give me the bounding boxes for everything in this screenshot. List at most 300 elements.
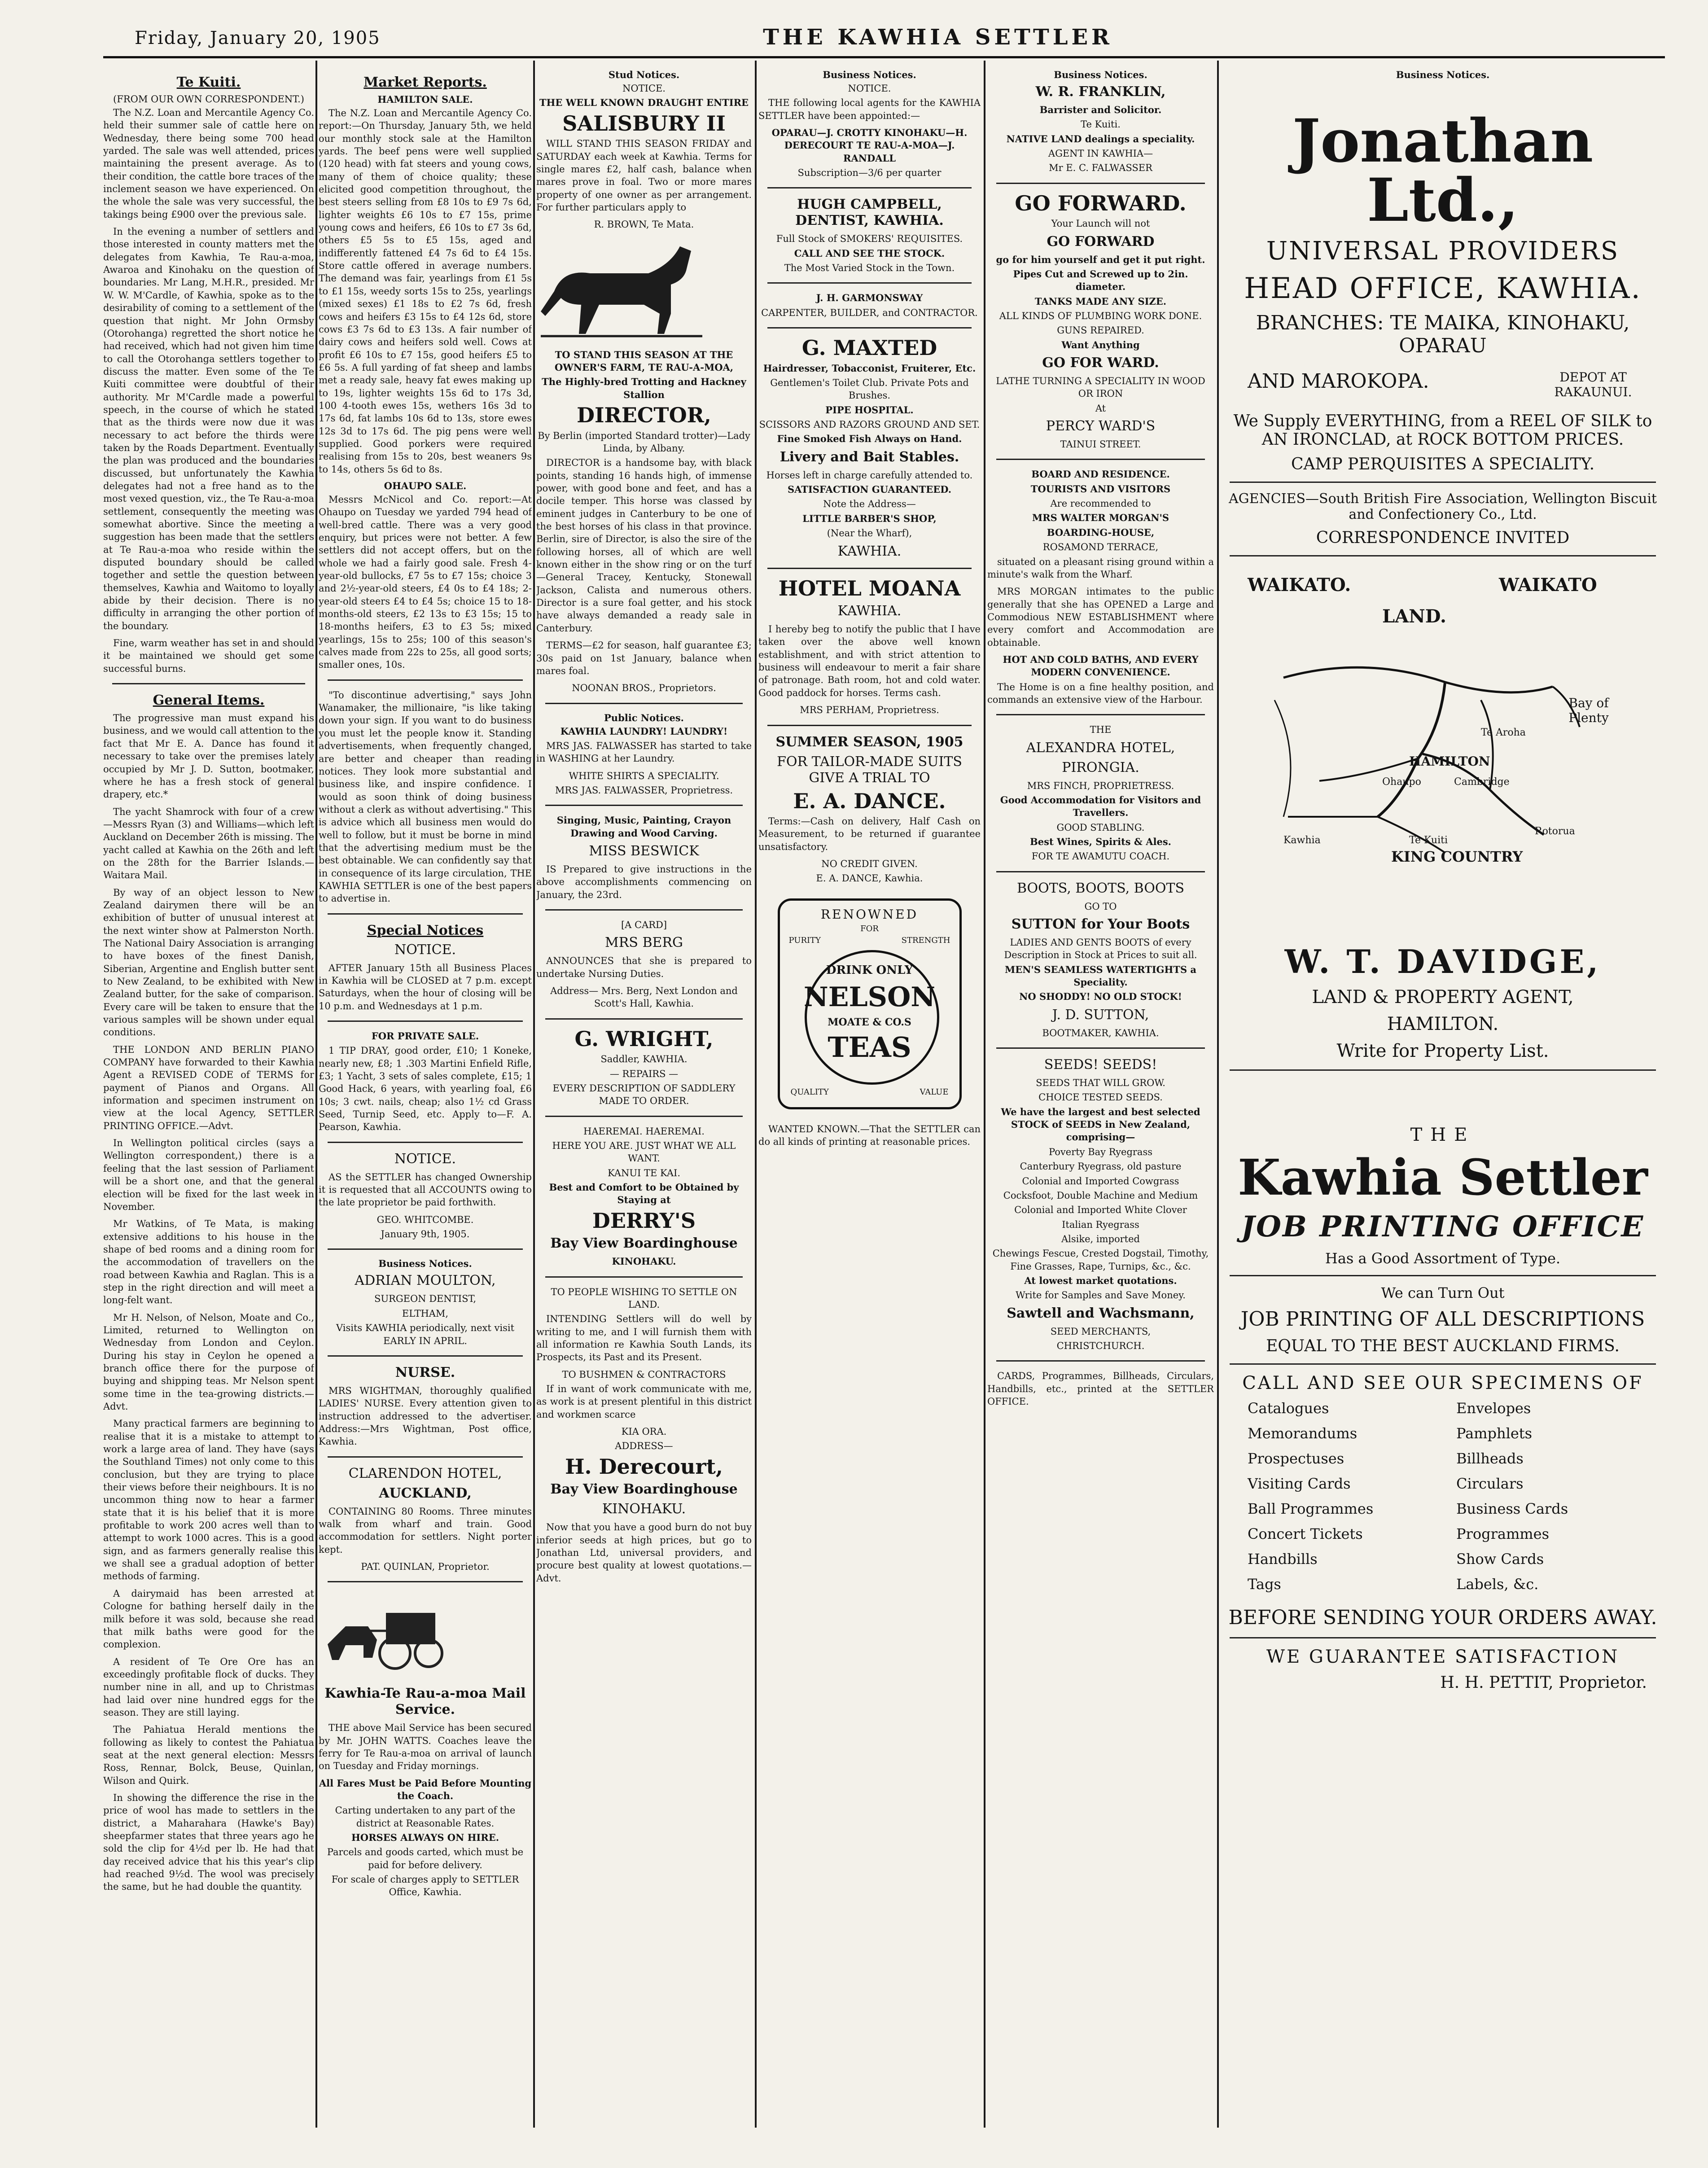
ad-text: Fine Smoked Fish Always on Hand. (777, 433, 962, 445)
section-heading: Public Notices. (604, 712, 684, 723)
section-heading: Business Notices. (1054, 69, 1147, 80)
ad-brand: NELSON (803, 981, 936, 1013)
ad-label: THE (1410, 1125, 1476, 1145)
column-divider (1217, 61, 1219, 2128)
ad-text: If in want of work communicate with me, as work is at present plentiful in this district and workmen scarce (536, 1384, 752, 1420)
ad-name: J. H. GARMONSWAY (816, 292, 923, 304)
ad-subtitle: LITTLE BARBER'S SHOP, (802, 512, 937, 524)
article-paragraph: The yacht Shamrock with four of a crew—Messrs Ryan (3) and Williams—which left Auckland on December 26th is missing. The yacht called at Kawhia on the 26th and left on the 28th for the Barrier Islands.—Waitara Mail. (103, 806, 314, 881)
ad-title: KAWHIA LAUNDRY! LAUNDRY! (560, 725, 728, 737)
ad-text: Write for Property List. (1336, 1041, 1549, 1061)
ad-text: Visits KAWHIA periodically, next visit EARLY IN APRIL. (336, 1323, 515, 1346)
divider (767, 327, 972, 328)
ad-text: SEEDS THAT WILL GROW. (1036, 1077, 1165, 1089)
ad-title: W. T. DAVIDGE, (1284, 942, 1601, 981)
notice-text: 1 TIP DRAY, good order, £10; 1 Koneke, nearly new, £8; 1 .303 Martini Enfield Rifle, £3; 1 Yacht, 3 sets of sales complete, £15; 1 Good Hack, 6 years, with yearling foal, £6 10s; 3 cwt. nails, cheap; also 1½ cd Grass Seed, Turnip Seed, etc. Apply to—F. A. Pearson, Kawhia. (319, 1045, 532, 1133)
ad-text: Best and Comfort to be Obtained by Staying at (549, 1182, 739, 1206)
ad-name: J. D. SUTTON, (1052, 1007, 1149, 1023)
ad-text: Has a Good Assortment of Type. (1325, 1249, 1561, 1267)
ad-role: CARPENTER, BUILDER, and CONTRACTOR. (761, 307, 978, 318)
divider (545, 1018, 743, 1020)
map-label: HAMILTON (1409, 754, 1490, 769)
ad-label: RENOWNED (820, 907, 919, 922)
article-paragraph: In showing the difference the rise in the price of wool has made to settlers in the district, a Maharahara (Hawke's Bay) sheepfarmer states that three years ago he sold the clip for 4½d per lb. He had that day received advice that his this year's clip had reached 9½d. The wool was precisely the same, but he had double the quantity. (103, 1792, 314, 1892)
ad-text: Best Wines, Spirits & Ales. (1030, 836, 1171, 847)
ad-text: Good Accommodation for Visitors and Travellers. (1000, 794, 1201, 819)
article-paragraph: Mr Watkins, of Te Mata, is making extensive additions to his house in the shape of bed rooms and a dining room for the accommodation of travellers on the road between Kawhia and Raglan. This is a step in the right direction and will meet a long-felt want. (103, 1218, 314, 1306)
divider (328, 1355, 523, 1357)
ad-text: MRS MORGAN intimates to the public generally that she has OPENED a Large and Commodious NEW ESTABLISHMENT where every comfort and Accommodation are obtainable. (987, 586, 1214, 648)
ad-subtitle: THE WELL KNOWN DRAUGHT ENTIRE (539, 97, 749, 109)
section-heading: Market Reports. (363, 74, 487, 90)
notice-title: NOTICE. (622, 83, 666, 94)
article-paragraph: By way of an object lesson to New Zealand dairymen there will be an exhibition of butter of unusual interest at the next winter show at Palmerston North. The National Dairy Association is arranging to have boxes of the finest Danish, Siberian, Argentine and English butter sent to New Zealand, to be exhibited with New Zealand butter, for the sake of comparison. Every care will be taken to ensure that the various samples will be shown under equal conditions. (103, 887, 314, 1038)
ad-subtitle: The Highly-bred Trotting and Hackney Stallion (542, 376, 746, 400)
divider (767, 187, 972, 188)
ad-title: G. WRIGHT, (574, 1026, 714, 1051)
ad-name: PERCY WARD'S (1046, 418, 1156, 434)
ad-text: EQUAL TO THE BEST AUCKLAND FIRMS. (1266, 1336, 1620, 1355)
ad-text: Parcels and goods carted, which must be paid for before delivery. (327, 1847, 524, 1870)
ad-label: QUALITY (790, 1087, 829, 1097)
ad-text: GUNS REPAIRED. (1057, 325, 1144, 336)
ad-subtitle: GO FORWARD (1047, 233, 1155, 250)
ad-subtitle: GO FOR WARD. (1042, 355, 1159, 371)
divider (1230, 1363, 1656, 1365)
notice-title: NOTICE. (394, 1151, 456, 1167)
divider (328, 1020, 523, 1022)
ad-text: ANNOUNCES that she is prepared to undertake Nursing Duties. (536, 955, 752, 979)
ad-text: For scale of charges apply to SETTLER Office, Kawhia. (331, 1874, 519, 1898)
divider (996, 871, 1205, 872)
ad-subtitle: Bay View Boardinghouse (550, 1235, 738, 1252)
map-label: Kawhia (1283, 835, 1321, 846)
ad-title: CLARENDON HOTEL, (348, 1465, 502, 1481)
signature: KIA ORA. (621, 1426, 667, 1437)
divider (767, 568, 972, 569)
ad-subtitle: TO BUSHMEN & CONTRACTORS (562, 1369, 726, 1380)
signature: MRS PERHAM, Proprietress. (800, 705, 939, 716)
ad-subtitle: UNIVERSAL PROVIDERS (1266, 237, 1620, 266)
divider (545, 1276, 743, 1278)
ad-text: (Near the Wharf), (827, 528, 912, 539)
ad-title: BOOTS, BOOTS, BOOTS (1016, 880, 1185, 896)
divider (328, 1456, 523, 1458)
ad-subtitle: TOURISTS AND VISITORS (1030, 483, 1171, 495)
ad-text: ALL KINDS OF PLUMBING WORK DONE. (999, 311, 1202, 322)
divider (545, 805, 743, 806)
list-item: Concert Tickets (1248, 1525, 1363, 1542)
ad-place: ROSAMOND TERRACE, (1042, 542, 1159, 553)
ad-address: Address— Mrs. Berg, Next London and Scott's Hall, Kawhia. (550, 985, 738, 1009)
ad-title: HUGH CAMPBELL, DENTIST, KAWHIA. (795, 197, 944, 229)
ad-text: The Home is on a fine healthy position, and commands an extensive view of the Harbour. (987, 681, 1214, 705)
ad-title: SUMMER SEASON, 1905 (775, 734, 963, 750)
list-item: Billheads (1456, 1450, 1524, 1467)
article-paragraph: Fine, warm weather has set in and should it be maintained we should get some successful burns. (103, 638, 314, 674)
article-paragraph: A resident of Te Ore Ore has an exceedingly profitable flock of ducks. They number nine in all, and up to Christmas had laid over nine hundred eggs for the season. They are still laying. (103, 1656, 314, 1718)
byline: (FROM OUR OWN CORRESPONDENT.) (113, 94, 304, 105)
ad-label: THE (1090, 724, 1112, 736)
ad-text: All Fares Must be Paid Before Mounting the Coach. (319, 1777, 532, 1801)
ad-label: FOR (860, 924, 879, 933)
ad-text: CARDS, Programmes, Billheads, Circulars, Handbills, etc., printed at the SETTLER OFFICE. (987, 1371, 1214, 1407)
list-item: Business Cards (1456, 1500, 1568, 1517)
ad-text: BRANCHES: TE MAIKA, KINOHAKU, OPARAU (1256, 311, 1630, 357)
map-label: WAIKATO (1499, 574, 1597, 596)
ad-title: GO FORWARD. (1015, 191, 1187, 215)
ad-text: Horses left in charge carefully attended to. (766, 469, 973, 481)
divider (996, 1047, 1205, 1049)
agent-list: OPARAU—J. CROTTY KINOHAKU—H. DERECOURT TE RAU-A-MOA—J. RANDALL (771, 127, 968, 164)
ad-text: EVERY DESCRIPTION OF SADDLERY MADE TO ORDER. (552, 1082, 736, 1107)
ad-text: CALL AND SEE THE STOCK. (794, 247, 945, 259)
ad-place: KAWHIA. (837, 603, 902, 619)
ad-label: MOATE & CO.S (828, 1016, 911, 1028)
ad-subtitle: JOB PRINTING OFFICE (1241, 1209, 1645, 1244)
article-paragraph: The N.Z. Loan and Mercantile Agency Co. held their summer sale of cattle here on Wednesday, there being some 700 head yarded. The sale was well attended, prices maintaining the present average. As to their condition, the cattle bore traces of the inclement season we have experienced. On the whole the sale was very successful, the takings being £900 over the previous sale. (103, 107, 314, 220)
signature: E. A. DANCE, Kawhia. (816, 873, 923, 884)
ad-place: KAWHIA. (837, 543, 902, 559)
notice-text: THE following local agents for the KAWHIA SETTLER have been appointed:— (758, 97, 981, 121)
ad-text: Write for Samples and Save Money. (1016, 1290, 1186, 1301)
divider (1230, 1069, 1656, 1071)
map-label: LAND. (1382, 606, 1446, 627)
ad-brand: TEAS (828, 1030, 911, 1064)
ad-text: We can Turn Out (1381, 1284, 1505, 1301)
ad-subtitle: TO STAND THIS SEASON AT THE OWNER'S FARM, TE RAU-A-MOA, (554, 349, 734, 373)
ad-role: LAND & PROPERTY AGENT, (1312, 987, 1574, 1007)
ad-text: KANUI TE KAI. (607, 1167, 681, 1178)
ad-text: Terms:—Cash on delivery, Half Cash on Measurement, to be returned if guarantee unsatisfactory. (758, 816, 981, 852)
ad-place: HAMILTON. (1387, 1014, 1499, 1034)
ad-name: MRS WALTER MORGAN'S (1032, 512, 1169, 524)
ad-text: BEFORE SENDING YOUR ORDERS AWAY. (1228, 1606, 1657, 1629)
ad-title: HOTEL MOANA (778, 576, 961, 600)
article-paragraph: The Pahiatua Herald mentions the following as likely to contest the Pahiatua seat at the next general election: Messrs Ross, Rennar, Bolck, Beuse, Quinlan, Wilson and Quirk. (103, 1724, 314, 1786)
signature: R. BROWN, Te Mata. (594, 219, 694, 230)
ad-subtitle: Livery and Bait Stables. (780, 449, 959, 465)
masthead (0, 0, 1708, 58)
column-business-3 (1221, 67, 1665, 2128)
column-stud (536, 67, 752, 2128)
signature: GEO. WHITCOMBE. (377, 1214, 474, 1225)
ad-subtitle: Bay View Boardinghouse (550, 1481, 738, 1498)
article-paragraph: THE LONDON AND BERLIN PIANO COMPANY have forwarded to their Kawhia Agent a REVISED CODE of TERMS for payment of Pianos and Organs. All information and specimen instrument on view at the local Agency, SETTLER PRINTING OFFICE.—Advt. (103, 1044, 314, 1131)
list-item: Labels, &c. (1456, 1575, 1539, 1593)
ad-text: DIRECTOR is a handsome bay, with black points, standing 16 hands high, of immense power, with good bone and feet, and has a docile temper. This horse was classed by eminent judges in Canterbury to be one of the best horses of his class in that province. Berlin, sire of Director, is also the sire of the following horses, all of which are well known either in the show ring or on the turf—General Tracey, Kentucky, Stonewall Jackson, Calista and numerous others. Director is a sure foal getter, and his stock have always demanded a ready sale in Canterbury. (536, 457, 752, 634)
divider (996, 459, 1205, 460)
notice-text: AFTER January 15th all Business Places in Kawhia will be CLOSED at 7 p.m. except Saturdays, when the hour of closing will be 10 p.m. and Wednesdays at 1 p.m. (319, 962, 532, 1012)
ad-label: DRINK ONLY (826, 963, 913, 977)
nelson-teas-ad (778, 898, 962, 1109)
list-item: Prospectuses (1248, 1450, 1345, 1467)
ad-text: WILL STAND THIS SEASON FRIDAY and SATURDAY each week at Kawhia. Terms for single mares £2, half cash, balance when mares prove in foal. Two or more mares property of one owner as per arrangement. For further particulars apply to (536, 138, 752, 213)
ad-text: INTENDING Settlers will do well by writing to me, and I will furnish them with all information re Kawhia South Lands, its Prospects, its Past and its Present. (536, 1314, 752, 1363)
ad-name: ADRIAN MOULTON, (355, 1273, 496, 1289)
divider (996, 714, 1205, 715)
section-heading: General Items. (153, 692, 265, 709)
section-heading: Special Notices (367, 922, 484, 938)
list-item: Show Cards (1456, 1550, 1544, 1568)
article-paragraph: In the evening a number of settlers and those interested in county matters met the delegates from Kawhia, Te Rau-a-moa, Awaroa and Kinohaku on the question of boundaries. Mr Lang, M.H.R., presided. Mr W. W. M'Cardle, of Kawhia, spoke as to the desirability of coming to a settlement of the question that night. Mr John Ormsby (Otorohanga) regretted the short notice he had received, which had not given him time to call the Otorohanga settlers together to discuss the matter. Even some of the Te Kuiti committee were doubtful of their authority. Mr M'Cardle made a powerful speech, in the course of which he stated that as the thirds were now due it was necessary to act before the thirds were taken by the Roads Department. Eventually the plan was produced and the boundaries discussed, but unfortunately the Kawhia delegates had not a free hand as to the most vexed question, viz., the Te Rau-a-moa settlement, consequently the meeting was somewhat abortive. Since the meeting a suggestion has been made that the settlers at Te Rau-a-moa who reside within the disputed boundary should be called together and settle the question between themselves, Kawhia and Waitomo to loyally abide by their decision. There is no difficulty in arranging the other portion of the boundary. (103, 226, 314, 631)
column-divider (315, 61, 317, 2128)
ad-text: Carting undertaken to any part of the district at Reasonable Rates. (335, 1805, 516, 1829)
signature: H. H. PETTIT, Proprietor. (1440, 1673, 1647, 1692)
ad-text: CORRESPONDENCE INVITED (1316, 529, 1570, 547)
ad-place: KINOHAKU. (612, 1256, 676, 1267)
ad-text: AND MAROKOPA. (1248, 370, 1429, 393)
divider (545, 703, 743, 704)
ad-text: WHITE SHIRTS A SPECIALITY. (569, 770, 719, 781)
horse-name: SALISBURY II (562, 111, 726, 136)
article-paragraph: The progressive man must expand his business, and we would call attention to the fact that Mr E. A. Dance has found it necessary to take over the premises lately occupied by Mr J. D. Sutton, bootmaker, where he has a fresh stock of general drapery, etc.* (103, 713, 314, 800)
date: January 9th, 1905. (381, 1229, 470, 1240)
divider (328, 679, 523, 681)
ad-title: Kawhia-Te Rau-a-moa Mail Service. (324, 1686, 526, 1718)
map-label: Rotorua (1535, 826, 1575, 837)
article-paragraph: "To discontinue advertising," says John Wanamaker, the millionaire, "is like taking down your sign. If you want to do business you must let the people know it. Standing advertisements, when frequently changed, are better and cheaper than reading notices. They look more substantial and business like, and inspire confidence. I would as soon think of doing business without a clerk as without advertising." This is advice which all business men would do well to follow, but it must be borne in mind that the advertising medium must be the best obtainable. We can confidently say that in consequence of its large circulation, THE KAWHIA SETTLER is one of the best papers to advertise in. (319, 689, 532, 904)
ad-title: E. A. DANCE. (793, 788, 946, 813)
ad-text: TERMS—£2 for season, half guarantee £3; 30s paid on 1st January, balance when mares foal. (536, 640, 752, 676)
ad-text: AGENT IN KAWHIA— (1048, 148, 1153, 159)
ad-role: SEED MERCHANTS, (1050, 1326, 1151, 1337)
column-divider (755, 61, 757, 2128)
map-label: Te Aroha (1481, 727, 1526, 738)
ad-text: MRS WIGHTMAN, thoroughly qualified LADIES' NURSE. Every attention given to instruction addressed to the advertiser. Address:—Mrs Wightman, Post office, Kawhia. (319, 1385, 532, 1447)
divider (328, 913, 523, 915)
ad-place: AUCKLAND, (379, 1485, 472, 1501)
ad-text: DEPOT AT RAKAUNUI. (1554, 370, 1632, 399)
newspaper-title: THE KAWHIA SETTLER (763, 25, 1113, 50)
ad-text: Are recommended to (1050, 498, 1151, 509)
column-market (319, 67, 532, 2128)
notice-title: FOR PRIVATE SALE. (371, 1030, 479, 1042)
map-label: WAIKATO. (1248, 574, 1351, 596)
ad-text: WANTED KNOWN.—That the SETTLER can do all kinds of printing at reasonable prices. (758, 1123, 981, 1148)
ad-title: MRS BERG (605, 935, 683, 951)
ad-text: Note the Address— (823, 499, 916, 510)
ad-subtitle: TO PEOPLE WISHING TO SETTLE ON LAND. (551, 1286, 737, 1310)
ad-text: GO TO (1084, 901, 1117, 912)
ad-text: Now that you have a good burn do not buy inferior seeds at high prices, but go to Jonathan Ltd, universal providers, and procure best quality at lowest quotations.—Advt. (536, 1522, 752, 1584)
ad-text: We have the largest and best selected STOCK of SEEDS in New Zealand, comprising— (1001, 1106, 1200, 1143)
divider (112, 683, 305, 684)
specimen-list (1221, 1400, 1665, 1593)
ad-title: G. MAXTED (801, 336, 937, 360)
divider (996, 183, 1205, 184)
ad-text: MEN'S SEAMLESS WATERTIGHTS a Speciality. (1004, 964, 1197, 988)
list-item: Cocksfoot, Double Machine and Medium (1003, 1190, 1198, 1201)
ad-title: MISS BESWICK (589, 843, 699, 859)
ad-text: Gentlemen's Toilet Club. Private Pots and Brushes. (770, 377, 969, 401)
ad-text: LADIES AND GENTS BOOTS of every Description in Stock at Prices to suit all. (1004, 937, 1197, 961)
section-heading: Business Notices. (378, 1258, 472, 1270)
ad-text: CALL AND SEE OUR SPECIMENS OF (1242, 1372, 1643, 1393)
subheading: OHAUPO SALE. (384, 480, 467, 491)
map-label: Te Kuiti (1409, 835, 1448, 846)
ad-title: Jonathan Ltd., (1292, 106, 1594, 235)
ad-subtitle: — REPAIRS — (609, 1068, 679, 1079)
ad-title: SEEDS! SEEDS! (1044, 1057, 1157, 1073)
ad-title: ALEXANDRA HOTEL, (1026, 740, 1175, 756)
divider (328, 1142, 523, 1143)
coach-illustration-icon (319, 1595, 453, 1676)
ad-subtitle: HEAD OFFICE, KAWHIA. (1244, 272, 1642, 305)
ad-text: HORSES ALWAYS ON HIRE. (351, 1832, 499, 1844)
horse-illustration-icon (536, 237, 707, 341)
ad-text: CONTAINING 80 Rooms. Three minutes walk from wharf and train. Good accommodation for settlers. Night porter kept. (319, 1506, 532, 1555)
ad-subtitle: FOR TAILOR-MADE SUITS GIVE A TRIAL TO (777, 753, 962, 786)
ad-text: LATHE TURNING A SPECIALITY IN WOOD OR IRON (996, 376, 1205, 399)
ad-role: Hairdresser, Tobacconist, Fruiterer, Etc. (763, 362, 976, 374)
ad-text: AGENCIES—South British Fire Association, Wellington Biscuit and Confectionery Co., Ltd. (1229, 491, 1657, 522)
map-label: Bay of Plenty (1568, 696, 1609, 725)
article-paragraph: The N.Z. Loan and Mercantile Agency Co. report:—On Thursday, January 5th, we held our monthly stock sale at the Hamilton yards. The beef pens were well supplied (120 head) with fat steers and young cows, many of them of choice quality; these elicited good competition throughout, the best steers selling from £8 10s to £9 7s 6d, lighter weights £6 10s to £7 15s, prime young cows and heifers, £6 10s to £7 3s 6d, others £5 5s to £5 15s, aged and indifferently fattened £4 7s 6d to £4 15s. Store cattle offered in average numbers. The demand was fair, yearlings from £1 5s to £1 15s, weedy sorts 15s to 25s, yearlings (mixed sexes) £1 18s to £2 7s 6d, fresh cows and heifers £3 15s to £4 12s 6d, store cows £3 7s 6d to £3 13s. A fair number of dairy cows and heifers sold well. Cows at profit £6 10s to £7 15s, good heifers £5 to £6 5s. A full yarding of fat sheep and lambs met a ready sale, heavy fat ewes making up to 19s, lighter weights 15s 6d to 17s 3d, 100 4-tooth ewes 15s, wethers 16s 3d to 17s 6d, fat lambs 10s 6d to 13s, store ewes 12s 3d to 17s 6d. The pig pens were well supplied. Good porkers were required realising from 15s to 20s, best weaners 9s to 14s, others 5s 6d to 8s. (319, 108, 532, 475)
notice-title: NOTICE. (848, 83, 891, 94)
ad-text: NATIVE LAND dealings a speciality. (1006, 133, 1195, 145)
column-news (103, 67, 314, 2128)
list-item: Circulars (1456, 1475, 1524, 1492)
divider (767, 725, 972, 726)
list-item: Memorandums (1248, 1424, 1358, 1442)
list-item: Ball Programmes (1248, 1500, 1374, 1517)
ad-text: Your Launch will not (1051, 218, 1150, 229)
divider (996, 1360, 1205, 1362)
list-item: Poverty Bay Ryegrass (1048, 1146, 1152, 1157)
ad-role: Barrister and Solicitor. (1039, 104, 1162, 115)
ad-text: PIPE HOSPITAL. (825, 404, 914, 416)
ad-role: BOOTMAKER, KAWHIA. (1042, 1027, 1159, 1038)
horse-name: DIRECTOR, (577, 403, 711, 428)
ad-text: TANKS MADE ANY SIZE. (1034, 295, 1167, 307)
ad-name: Sawtell and Wachsmann, (1007, 1305, 1195, 1321)
waikato-map (1230, 565, 1656, 933)
ad-text: go for him yourself and get it put right. (996, 254, 1205, 265)
signature: PAT. QUINLAN, Proprietor. (361, 1561, 490, 1572)
ad-role: SURGEON DENTIST, (374, 1293, 477, 1305)
section-heading: Business Notices. (823, 69, 916, 80)
list-item: Colonial and Imported White Clover (1014, 1204, 1187, 1216)
article-paragraph: A dairymaid has been arrested at Cologne for bathing herself daily in the milk before it was sold, because she read that milk baths were good for the complexion. (103, 1588, 314, 1650)
section-heading: Te Kuiti. (176, 74, 241, 90)
ad-place: TAINUI STREET. (1060, 439, 1141, 450)
ad-title: H. Derecourt, (565, 1454, 723, 1479)
divider (328, 1248, 523, 1250)
divider (1230, 1275, 1656, 1276)
ad-name: MRS FINCH, PROPRIETRESS. (1027, 780, 1174, 791)
divider (1230, 1637, 1656, 1638)
ad-text: SATISFACTION GUARANTEED. (787, 484, 952, 495)
list-item: Colonial and Imported Cowgrass (1022, 1175, 1179, 1187)
section-heading: Stud Notices. (608, 69, 680, 80)
column-divider (533, 61, 535, 2128)
article-paragraph: Messrs McNicol and Co. report:—At Ohaupo on Tuesday we yarded 794 head of well-bred cattle. There was a very good enquiry, but prices were not better. A few settlers did not accept offers, but on the whole we had a fairly good sale. Fresh 4-year-old bullocks, £7 5s to £7 15s; choice 3 and 2½-year-old steers, £4 0s to £4 18s; 2-year-old steers £4 to £4 5s; choice 15 to 18-months-old steers, £2 13s to £3 15s; 15 to 18-months heifers, £3 to £3 5s; mixed yearlings, 15s to 25s; 100 of this season's calves made from 22s to 25s, all good sorts; smaller ones, 10s. (319, 494, 532, 670)
map-roads-icon (1230, 565, 1656, 933)
ad-title: Kawhia Settler (1238, 1148, 1648, 1206)
list-item: Visiting Cards (1248, 1475, 1351, 1492)
ad-title: NURSE. (395, 1364, 455, 1380)
ad-text: By Berlin (imported Standard trotter)—Lady Linda, by Albany. (538, 430, 750, 454)
ad-label: STRENGTH (901, 935, 950, 945)
ad-text: MRS JAS. FALWASSER has started to take in WASHING at her Laundry. (536, 740, 752, 764)
ad-text: FOR TE AWAMUTU COACH. (1031, 851, 1170, 862)
ad-text: The Most Varied Stock in the Town. (784, 263, 955, 274)
ad-place: KINOHAKU. (602, 1501, 686, 1517)
ad-label: PURITY (788, 935, 821, 945)
article-paragraph: In Wellington political circles (says a Wellington correspondent,) there is a feeling that the last session of Parliament will be a short one, and that the general election will be fixed for the last week in November. (103, 1138, 314, 1212)
column-business-1 (758, 67, 981, 2128)
signature: MRS JAS. FALWASSER, Proprietress. (555, 784, 733, 796)
ad-text: THE above Mail Service has been secured by Mr. JOHN WATTS. Coaches leave the ferry for Te Rau-a-moa on arrival of launch on Tuesday and Friday mornings. (319, 1722, 532, 1772)
map-label: Cambridge (1454, 776, 1510, 788)
article-paragraph: Mr H. Nelson, of Nelson, Moate and Co., Limited, returned to Wellington on Wednesday from London and Ceylon. During his stay in Ceylon he opened a branch office there for the purpose of buying and shipping teas. Mr Nelson spent some time in the tea-growing districts.—Advt. (103, 1312, 314, 1412)
ad-subtitle: HAEREMAI. HAEREMAI. (583, 1126, 705, 1137)
masthead-rule (103, 56, 1665, 58)
divider (1230, 482, 1656, 483)
ad-text: CHOICE TESTED SEEDS. (1038, 1092, 1163, 1103)
divider (767, 282, 972, 284)
list-item: Catalogues (1248, 1399, 1329, 1417)
article-paragraph: Many practical farmers are beginning to realise that it is a mistake to attempt to work a large area of land. They have (says the Southland Times) not only come to this conclusion, but they are trying to place their views before their neighbours. It is no uncommon thing now to hear a farmer state that it is his belief that it is more profitable to work 200 acres well than to attempt to work 1000 acres. This is a good sign, and as farmers generally realise this we shall see a gradual adoption of better methods of farming. (103, 1418, 314, 1582)
signature: NOONAN BROS., Proprietors. (572, 683, 716, 694)
ad-place: Te Kuiti. (1081, 119, 1121, 130)
map-label: KING COUNTRY (1391, 848, 1523, 865)
ad-text: GOOD STABLING. (1056, 822, 1145, 833)
ad-text: Want Anything (1061, 339, 1140, 350)
ad-text: IS Prepared to give instructions in the above accomplishments commencing on January, the 23rd. (536, 863, 752, 900)
ad-text: JOB PRINTING OF ALL DESCRIPTIONS (1240, 1307, 1645, 1331)
list-item: Pamphlets (1456, 1424, 1533, 1442)
ad-text: Full Stock of SMOKERS' REQUISITES. (776, 233, 963, 245)
ad-place: CHRISTCHURCH. (1056, 1340, 1145, 1351)
ad-text: WE GUARANTEE SATISFACTION (1266, 1646, 1620, 1667)
ad-text: We Supply EVERYTHING, from a REEL OF SILK to AN IRONCLAD, at ROCK BOTTOM PRICES. (1233, 412, 1652, 449)
ad-role: Saddler, KAWHIA. (600, 1054, 688, 1065)
section-heading: Business Notices. (1396, 69, 1490, 80)
divider (1230, 555, 1656, 556)
ad-subtitle: BOARDING-HOUSE, (1047, 526, 1155, 538)
list-item: Handbills (1248, 1550, 1318, 1568)
ad-text: Pipes Cut and Screwed up to 2in. diameter. (1013, 268, 1188, 293)
ad-text: At lowest market quotations. (1024, 1275, 1177, 1286)
issue-date: Friday, January 20, 1905 (135, 28, 381, 48)
ad-subtitle: Singing, Music, Painting, Crayon Drawing and Wood Carving. (556, 815, 731, 839)
ad-place: PIRONGIA. (1062, 759, 1139, 775)
ad-text: situated on a pleasant rising ground within a minute's walk from the Wharf. (987, 556, 1214, 580)
list-item: Alsike, imported (1061, 1233, 1140, 1244)
divider (545, 1116, 743, 1117)
list-item: Tags (1248, 1575, 1281, 1593)
ad-title: BOARD AND RESIDENCE. (1031, 469, 1170, 480)
list-item: Italian Ryegrass (1062, 1219, 1139, 1230)
ad-label: VALUE (920, 1087, 949, 1097)
notice-title: NOTICE. (394, 942, 456, 958)
ad-text: SCISSORS AND RAZORS GROUND AND SET. (759, 419, 980, 430)
ad-place: ELTHAM, (402, 1308, 449, 1319)
ad-text: I hereby beg to notify the public that I have taken over the above well known establishment, and with strict attention to business will endeavour to merit a fair share of patronage. Bath room, hot and cold water. Good paddock for horses. Terms cash. (758, 624, 981, 698)
divider (328, 1581, 523, 1582)
ad-text: Mr E. C. FALWASSER (1049, 162, 1152, 174)
ad-label: ADDRESS— (615, 1441, 673, 1452)
ad-label: [A CARD] (621, 919, 667, 930)
ad-text: HOT AND COLD BATHS, AND EVERY MODERN CONVENIENCE. (1003, 653, 1199, 678)
column-divider (984, 61, 985, 2128)
subheading: HAMILTON SALE. (377, 94, 473, 105)
ad-text: At (1095, 403, 1106, 414)
list-item: Chewings Fescue, Crested Dogstail, Timothy, Fine Grasses, Rape, Turnips, &c., &c. (992, 1248, 1209, 1272)
ad-text: NO SHODDY! NO OLD STOCK! (1019, 991, 1182, 1003)
